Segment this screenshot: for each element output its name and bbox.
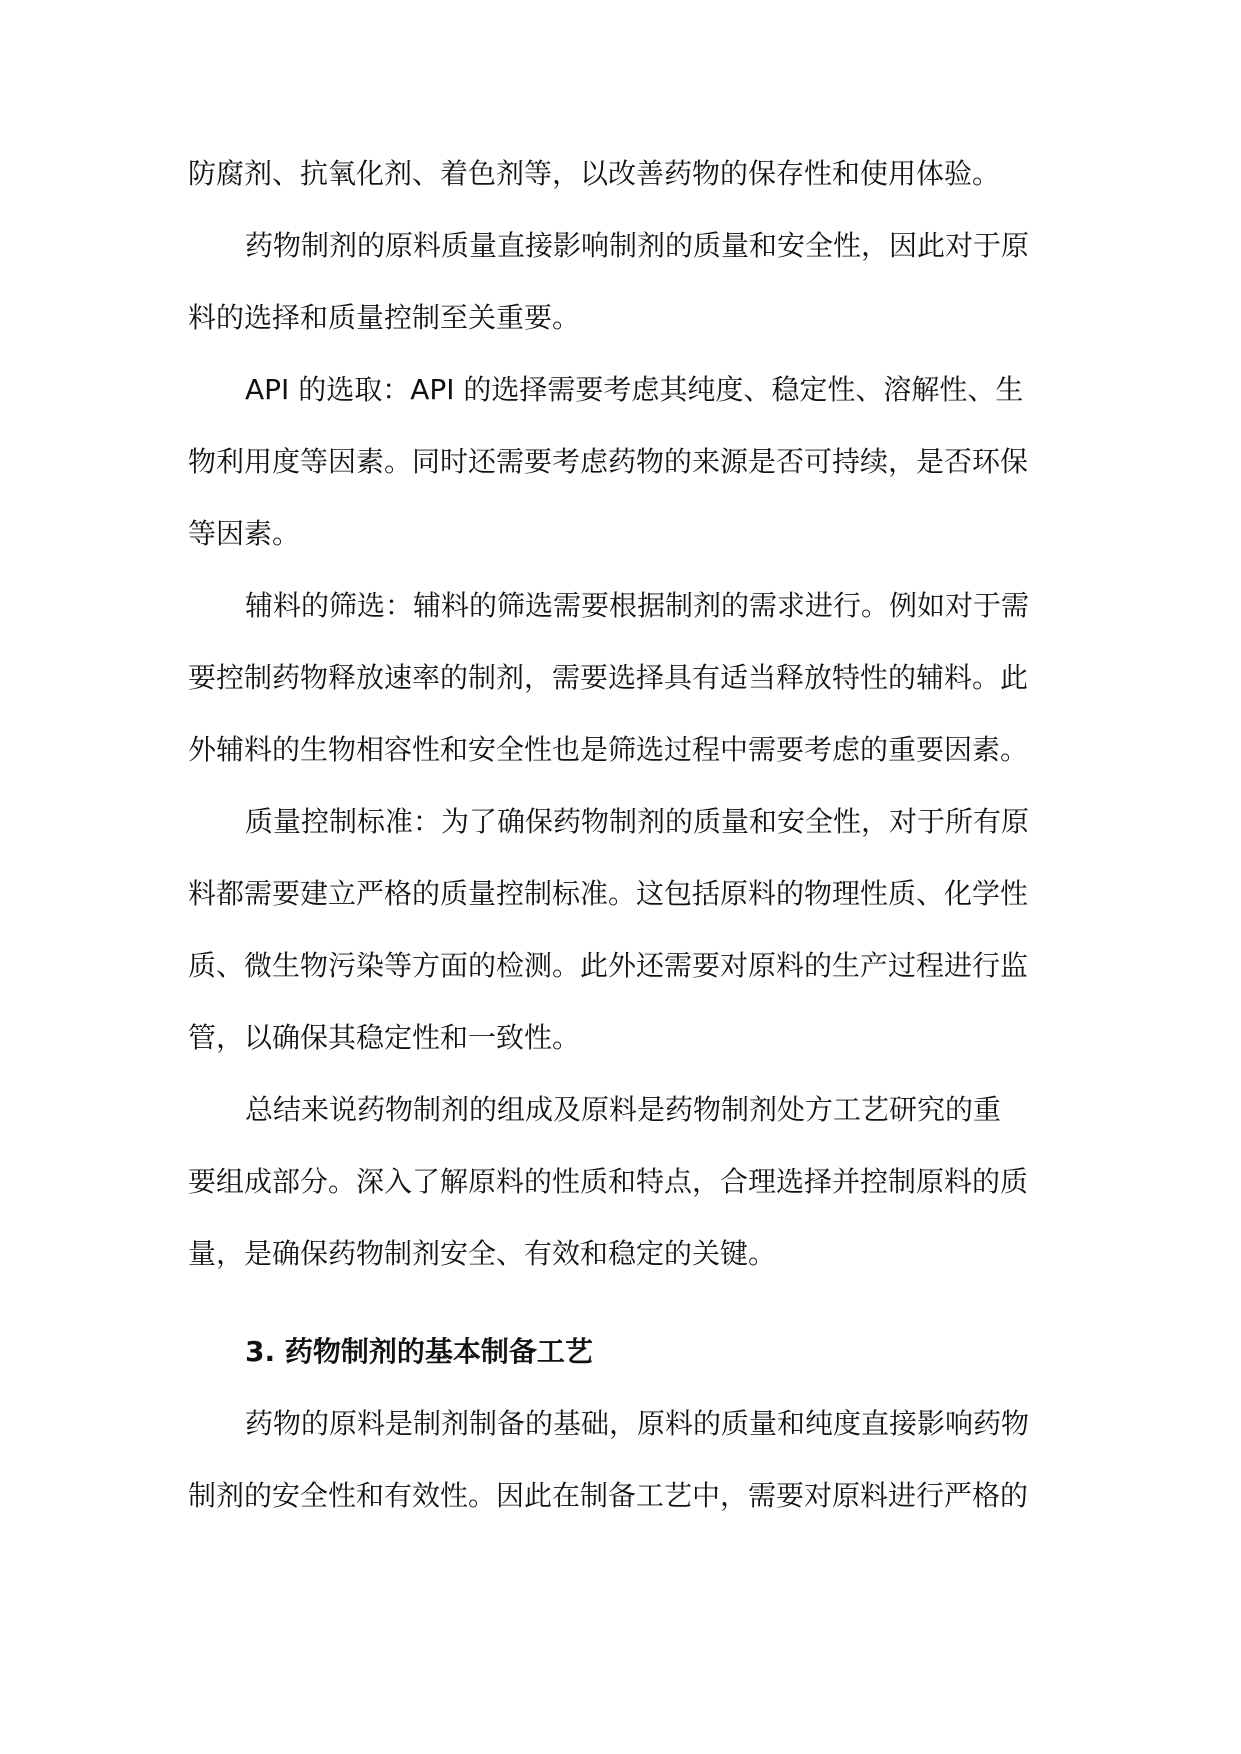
paragraph-line: 质量控制标准：为了确保药物制剂的质量和安全性，对于所有原	[245, 805, 1030, 838]
paragraph-line: 药物的原料是制剂制备的基础，原料的质量和纯度直接影响药物	[245, 1407, 1030, 1440]
paragraph-line: 量，是确保药物制剂安全、有效和稳定的关键。	[188, 1237, 777, 1270]
paragraph-line: 防腐剂、抗氧化剂、着色剂等，以改善药物的保存性和使用体验。	[188, 157, 1001, 190]
paragraph-line: 物利用度等因素。同时还需要考虑药物的来源是否可持续，是否环保	[188, 445, 1029, 478]
section-heading: 3. 药物制剂的基本制备工艺	[245, 1335, 593, 1368]
paragraph-line: API 的选取：API 的选择需要考虑其纯度、稳定性、溶解性、生	[245, 373, 1024, 406]
paragraph-line: 管，以确保其稳定性和一致性。	[188, 1021, 581, 1054]
paragraph-line: 质、微生物污染等方面的检测。此外还需要对原料的生产过程进行监	[188, 949, 1029, 982]
paragraph-line: 要组成部分。深入了解原料的性质和特点，合理选择并控制原料的质	[188, 1165, 1029, 1198]
paragraph-line: 药物制剂的原料质量直接影响制剂的质量和安全性，因此对于原	[245, 229, 1030, 262]
paragraph-line: 要控制药物释放速率的制剂，需要选择具有适当释放特性的辅料。此	[188, 661, 1029, 694]
paragraph-line: 制剂的安全性和有效性。因此在制备工艺中，需要对原料进行严格的	[188, 1479, 1029, 1512]
paragraph-line: 总结来说药物制剂的组成及原料是药物制剂处方工艺研究的重	[245, 1093, 1002, 1126]
paragraph-line: 料的选择和质量控制至关重要。	[188, 301, 581, 334]
paragraph-line: 等因素。	[188, 517, 301, 550]
paragraph-line: 辅料的筛选：辅料的筛选需要根据制剂的需求进行。例如对于需	[245, 589, 1030, 622]
paragraph-line: 外辅料的生物相容性和安全性也是筛选过程中需要考虑的重要因素。	[188, 733, 1029, 766]
paragraph-line: 料都需要建立严格的质量控制标准。这包括原料的物理性质、化学性	[188, 877, 1029, 910]
